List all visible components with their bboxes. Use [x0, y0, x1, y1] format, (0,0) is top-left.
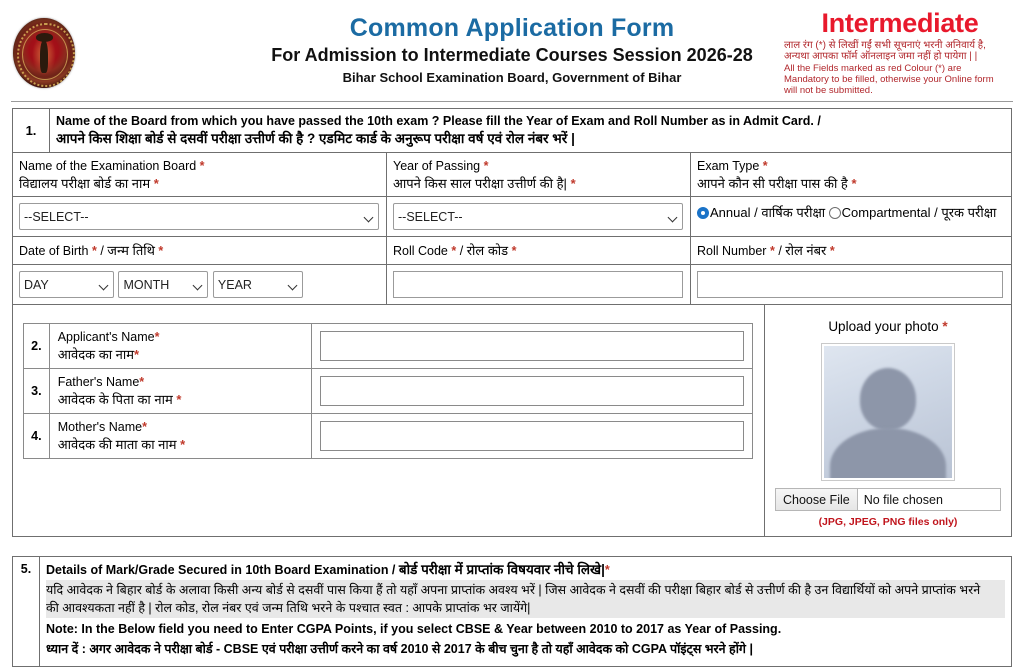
label-exam-type-en: Exam Type [697, 159, 760, 173]
field-roll-code-wrap [387, 265, 690, 304]
radio-annual-label[interactable] [697, 206, 825, 220]
field-group-board [13, 153, 387, 236]
label-exam-type-hi: आपने कौन सी परीक्षा पास की है [697, 176, 848, 191]
label-board-hi: विद्यालय परीक्षा बोर्ड का नाम [19, 176, 151, 191]
radio-annual[interactable] [697, 207, 709, 219]
dob-month-select-box[interactable] [118, 271, 208, 298]
label-year-required-hi: * [570, 176, 576, 191]
question-1-number: 1. [13, 109, 50, 152]
name-row-label [49, 369, 311, 414]
avatar-body [830, 428, 946, 478]
label-dob-en: Date of Birth [19, 244, 89, 258]
label-dob-sep: / [100, 244, 104, 258]
name-row-label [49, 324, 311, 369]
row-names-and-photo [13, 305, 1011, 536]
radio-compartmental-label[interactable] [829, 206, 997, 220]
mother-name-required: * [142, 420, 147, 434]
notice-english-line-2: Mandatory to be filled, otherwise your Online form [784, 73, 994, 85]
question-5-hindi-line-1: यदि आवेदक ने बिहार बोर्ड के अलावा किसी अन्य बोर्ड से दसवीं पास किया हैं तो यहाँ अपना प्राप्तांक अवश्य भरें | जिस आवेदक ने दसवीं की परीक्षा बिहार बोर्ड से उत्तीर्ण की है उन विद्यार्थियों को अपने प्राप्तांक भरने [46, 583, 981, 597]
label-roll-code-sep: / [459, 244, 464, 258]
photo-upload-block [765, 305, 1011, 536]
question-1-text [50, 109, 827, 152]
dob-day-select-box[interactable] [19, 271, 114, 298]
name-row-label [49, 414, 311, 459]
row-board-year-examtype [13, 153, 1011, 236]
photo-upload-title [765, 317, 1011, 337]
father-name-label-en: Father's Name [57, 375, 140, 389]
name-row-input-cell [312, 369, 753, 414]
label-roll-code-en: Roll Code [393, 244, 448, 258]
label-dob [13, 236, 386, 265]
label-roll-code-required: * [451, 244, 457, 258]
question-5-heading-hi: बोर्ड परीक्षा में प्राप्तांक विषयवार नीचे लिखे| [398, 562, 605, 577]
radio-compartmental[interactable] [829, 207, 841, 219]
label-roll-code [387, 236, 690, 265]
notice-hindi-line-2: अन्यथा आपका फॉर्म ऑनलाइन जमा नहीं हो पायेगा | | [784, 51, 978, 63]
label-roll-number-required: * [769, 244, 775, 258]
photo-upload-title-text: Upload your photo [828, 319, 939, 334]
name-row-number: 4. [24, 414, 50, 459]
label-roll-number-hi: रोल नंबर [785, 243, 827, 258]
label-dob-hi: जन्म तिथि [107, 243, 155, 258]
father-name-label-hi: आवेदक के पिता का नाम [57, 392, 173, 407]
name-row-number: 2. [24, 324, 50, 369]
mother-name-input[interactable] [320, 421, 744, 451]
question-5-body [40, 557, 1011, 666]
question-5-note-hi: ध्यान दें : अगर आवेदक ने परीक्षा बोर्ड - CBSE एवं परीक्षा उत्तीर्ण करने का वर्ष 2010 से 2017 के बीच चुना है तो यहाँ आवेदक को CGPA पॉइंट्स भरने होंगे | [46, 642, 753, 656]
page-subtitle: For Admission to Intermediate Courses Session 2026-28 [271, 45, 753, 65]
question-5-number: 5. [13, 557, 40, 666]
field-group-exam-type [691, 153, 1011, 236]
label-roll-number [691, 236, 1011, 265]
mother-name-label-en: Mother's Name [57, 420, 143, 434]
label-roll-code-required-hi: * [511, 244, 517, 258]
form-section-5 [12, 556, 1012, 667]
name-row-input-cell [312, 414, 753, 459]
board-select-box[interactable] [19, 203, 379, 230]
label-board [13, 153, 386, 197]
radio-compartmental-text: Compartmental / पूरक परीक्षा [841, 205, 997, 220]
dob-year-select[interactable] [213, 271, 303, 298]
question-5-heading-en: Details of Mark/Grade Secured in 10th Board Examination / [46, 563, 396, 577]
names-table [23, 323, 753, 459]
label-year-hi: आपने किस साल परीक्षा उत्तीर्ण की है| [393, 176, 567, 191]
row-dob-rollcode-rollnumber [13, 236, 1011, 305]
table-row [24, 324, 753, 369]
notice-english-line-3: will not be submitted. [784, 85, 873, 97]
label-board-en: Name of the Examination Board [19, 159, 197, 173]
label-dob-required: * [91, 244, 97, 258]
father-name-required: * [139, 375, 145, 389]
header-divider [11, 101, 1013, 102]
question-5-note-en: Note: In the Below field you need to Enter CGPA Points, if you select CBSE & Year between 2010 to 2017 as Year of Passing. [46, 622, 782, 636]
notice-text [784, 40, 1016, 96]
board-select[interactable] [19, 203, 379, 230]
name-row-input-cell [312, 324, 753, 369]
question-1-text-en: Name of the Board from which you have passed the 10th exam ? Please fill the Year of Exam and Roll Number as in Admit Card. / [56, 114, 821, 128]
label-exam-type-required: * [762, 159, 768, 173]
label-year-required: * [483, 159, 489, 173]
question-5-heading [46, 561, 1005, 579]
table-row [24, 414, 753, 459]
exam-type-radio-group [691, 197, 1011, 228]
question-5-hindi-line-2: की आवश्यकता नहीं है | रोल कोड, रोल नंबर एवं जन्म तिथि भरने के पश्चात स्वत : आपके प्राप्तांक भर जायेंगे| [46, 601, 531, 615]
applicant-name-label-en: Applicant's Name [57, 330, 155, 344]
label-board-required: * [199, 159, 205, 173]
question-5-hindi-paragraph [46, 580, 1005, 618]
label-dob-required-hi: * [158, 244, 164, 258]
question-5-required: * [604, 563, 610, 577]
applicant-name-input[interactable] [320, 331, 744, 361]
organization-name: Bihar School Examination Board, Government of Bihar [342, 70, 682, 85]
page-header [0, 0, 1024, 100]
label-roll-number-en: Roll Number [697, 244, 767, 258]
father-name-input[interactable] [320, 376, 744, 406]
label-exam-type [691, 153, 1011, 197]
mandatory-fields-notice [784, 8, 1016, 96]
label-roll-number-sep: / [778, 244, 782, 258]
label-roll-code-hi: रोल कोड [466, 243, 509, 258]
field-group-roll-number [691, 236, 1011, 304]
question-1-header [13, 109, 1011, 153]
father-name-required-hi: * [176, 392, 182, 407]
label-roll-number-required-hi: * [829, 244, 835, 258]
photo-upload-required: * [942, 319, 948, 334]
applicant-name-label-hi: आवेदक का नाम [57, 347, 135, 362]
label-exam-type-required-hi: * [851, 176, 857, 191]
dob-year-select-box[interactable] [213, 271, 303, 298]
notice-english-line-1: All the Fields marked as red Colour (*) are [784, 62, 962, 74]
course-level-title: Intermediate [821, 8, 979, 38]
choose-file-button[interactable]: Choose File [776, 489, 858, 510]
table-row [24, 369, 753, 414]
year-select-box[interactable] [393, 203, 683, 230]
name-row-number: 3. [24, 369, 50, 414]
radio-annual-text: Annual / वार्षिक परीक्षा [710, 205, 826, 220]
field-group-dob [13, 236, 387, 304]
mother-name-label-hi: आवेदक की माता का नाम [57, 437, 177, 452]
photo-preview-frame [821, 343, 955, 481]
field-year-wrap [387, 197, 690, 236]
form-section-1 [12, 108, 1012, 537]
roll-number-input[interactable] [697, 271, 1003, 298]
applicant-name-required: * [154, 330, 160, 344]
question-1-text-hi: आपने किस शिक्षा बोर्ड से दसवीं परीक्षा उत्तीर्ण की है ? एडमिट कार्ड के अनुरूप परीक्षा वर्ष एवं रोल नंबर भरें | [56, 131, 575, 146]
selected-file-name: No file chosen [863, 492, 943, 507]
dob-day-select[interactable] [19, 271, 114, 298]
field-dob-wrap [13, 265, 386, 304]
field-roll-number-wrap [691, 265, 1011, 304]
page-title: Common Application Form [349, 14, 675, 42]
year-of-passing-select[interactable] [393, 203, 683, 230]
avatar-head [860, 368, 916, 430]
label-year-en: Year of Passing [393, 159, 481, 173]
field-board-wrap [13, 197, 386, 236]
label-year [387, 153, 690, 197]
photo-placeholder-icon [824, 346, 952, 478]
notice-hindi-line-1: लाल रंग (*) से लिखीं गईं सभी सूचनाएं भरनी अनिवार्य है, [784, 40, 986, 51]
photo-format-note: (JPG, JPEG, PNG files only) [818, 516, 958, 528]
photo-file-input[interactable] [775, 488, 1001, 511]
label-board-required-hi: * [153, 176, 159, 191]
mother-name-required-hi: * [180, 437, 186, 452]
roll-code-input[interactable] [393, 271, 683, 298]
names-block [13, 305, 765, 536]
field-group-roll-code [387, 236, 691, 304]
field-group-year [387, 153, 691, 236]
dob-month-select[interactable] [118, 271, 208, 298]
applicant-name-required-hi: * [134, 347, 140, 362]
